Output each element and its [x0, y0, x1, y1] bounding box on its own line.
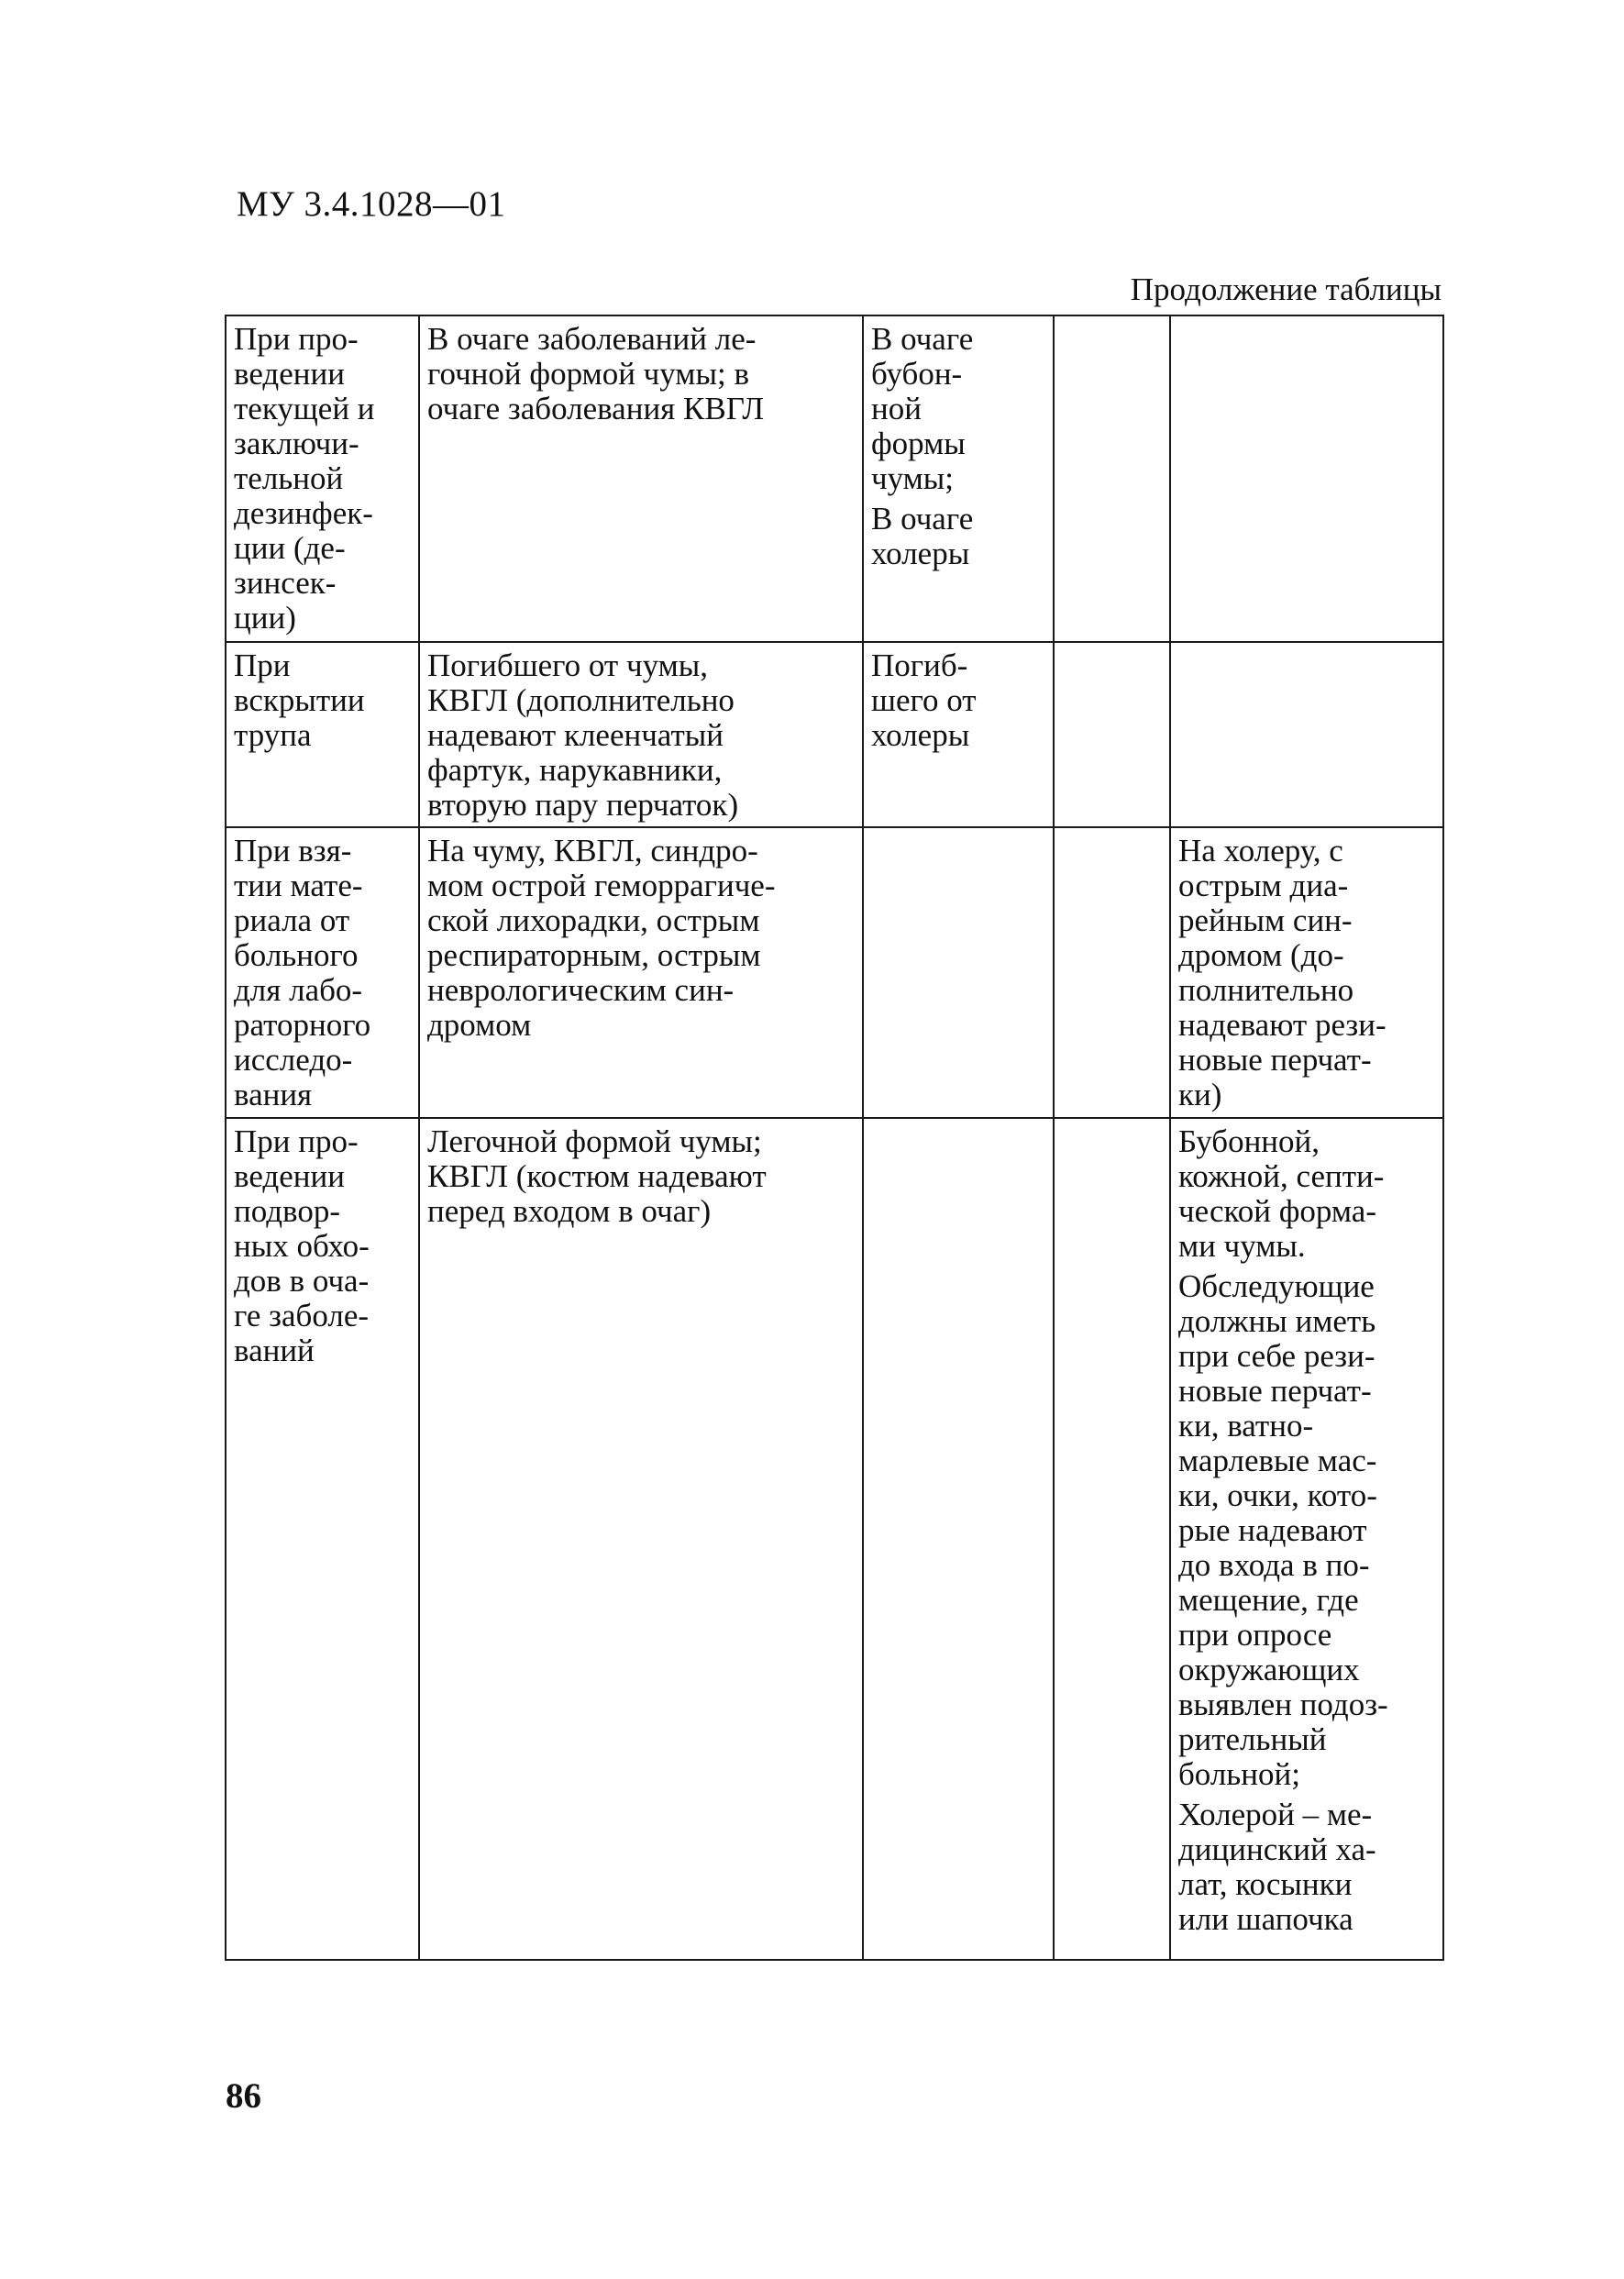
protection-table [225, 315, 1444, 1961]
cell-text [234, 648, 411, 753]
cell-line: На чуму, КВГЛ, синдро- [427, 833, 758, 868]
cell-line: холеры [871, 717, 970, 753]
cell-line: больного [234, 937, 359, 973]
cell-line: лат, косынки [1178, 1866, 1353, 1902]
cell-line: неврологическим син- [427, 972, 735, 1008]
cell-line: Легочной формой чумы; [427, 1123, 762, 1159]
cell-line: при себе рези- [1178, 1338, 1375, 1374]
table-cell-type-3 [1054, 827, 1170, 1118]
table-row [226, 642, 1443, 827]
cell-text [427, 648, 855, 823]
cell-line: ведении [234, 1158, 345, 1194]
cell-text [1178, 1798, 1435, 1937]
cell-text [871, 322, 1045, 496]
table-cell-type-2 [863, 315, 1054, 642]
cell-line: ге заболе- [234, 1298, 370, 1333]
cell-text [871, 648, 1045, 753]
cell-text [234, 1124, 411, 1368]
cell-text [234, 834, 411, 1112]
cell-line: шего от [871, 682, 977, 718]
cell-line: надевают клеенчатый [427, 717, 724, 753]
cell-line: В очаге [871, 501, 974, 537]
table-cell-type-3 [1054, 315, 1170, 642]
cell-line: тельной [234, 460, 344, 496]
cell-line: для лабо- [234, 972, 363, 1008]
cell-text [427, 1124, 855, 1229]
cell-line: полнительно [1178, 972, 1354, 1008]
document-code: МУ 3.4.1028—01 [237, 184, 506, 224]
table-cell-type-4 [1170, 827, 1443, 1118]
table-cell-situation [226, 315, 419, 642]
cell-line: ных обхо- [234, 1228, 370, 1264]
cell-line: или шапочка [1178, 1901, 1353, 1937]
table-cell-type-3 [1054, 1118, 1170, 1960]
cell-line: мещение, где [1178, 1582, 1359, 1618]
table-cell-type-2 [863, 642, 1054, 827]
cell-line: текущей и [234, 391, 375, 426]
cell-line: должны иметь [1178, 1303, 1376, 1339]
table-cell-type-1 [419, 315, 863, 642]
cell-line: острым диа- [1178, 868, 1349, 903]
cell-line: ции) [234, 600, 296, 636]
cell-line: дромом [427, 1007, 532, 1043]
cell-line: фартук, нарукавники, [427, 752, 723, 788]
cell-line: При про- [234, 1123, 359, 1159]
cell-line: при опросе [1178, 1617, 1332, 1653]
table-cell-situation [226, 642, 419, 827]
cell-line: ки) [1178, 1077, 1222, 1112]
cell-text [1178, 1124, 1435, 1264]
cell-line: дов в оча- [234, 1263, 370, 1299]
table-cell-type-2 [863, 827, 1054, 1118]
table-cell-type-4 [1170, 642, 1443, 827]
cell-line: Погиб- [871, 647, 968, 683]
cell-line: марлевые мас- [1178, 1443, 1377, 1478]
cell-line: кожной, септи- [1178, 1158, 1385, 1194]
cell-line: дезинфек- [234, 495, 373, 531]
cell-line: дицинский ха- [1178, 1831, 1376, 1867]
cell-line: подвор- [234, 1193, 340, 1229]
table-cell-type-4 [1170, 315, 1443, 642]
cell-text [1178, 834, 1435, 1112]
cell-line: В очаге заболеваний ле- [427, 321, 757, 357]
cell-line: зинсек- [234, 565, 337, 601]
cell-line: ции (де- [234, 530, 346, 566]
table-cell-situation [226, 827, 419, 1118]
cell-text [1178, 1269, 1435, 1792]
cell-line: трупа [234, 717, 312, 753]
table-row [226, 827, 1443, 1118]
cell-line: На холеру, с [1178, 833, 1343, 868]
cell-line: надевают рези- [1178, 1007, 1386, 1043]
cell-line: риала от [234, 902, 350, 938]
cell-line: перед входом в очаг) [427, 1193, 712, 1229]
cell-line: раторного [234, 1007, 371, 1043]
cell-line: КВГЛ (костюм надевают [427, 1158, 767, 1194]
cell-text [871, 502, 1045, 571]
cell-line: до входа в по- [1178, 1547, 1370, 1583]
table-row [226, 1118, 1443, 1960]
table-cell-type-1 [419, 827, 863, 1118]
cell-line: больной; [1178, 1756, 1300, 1792]
cell-line: ведении [234, 356, 345, 392]
table-row [226, 315, 1443, 642]
cell-text [427, 322, 855, 426]
table-cell-type-4 [1170, 1118, 1443, 1960]
cell-line: Обследующие [1178, 1268, 1375, 1304]
table-cell-situation [226, 1118, 419, 1960]
cell-line: окружающих [1178, 1652, 1360, 1687]
cell-line: вторую пару перчаток) [427, 787, 739, 823]
cell-line: тии мате- [234, 868, 363, 903]
cell-line: ки, ватно- [1178, 1408, 1314, 1444]
cell-line: При про- [234, 321, 359, 357]
cell-line: ной [871, 391, 922, 426]
cell-line: Погибшего от чумы, [427, 647, 709, 683]
cell-text [427, 834, 855, 1043]
cell-line: чумы; [871, 460, 955, 496]
cell-line: Бубонной, [1178, 1123, 1320, 1159]
cell-line: ческой форма- [1178, 1193, 1376, 1229]
cell-line: исследо- [234, 1042, 353, 1078]
cell-line: При взя- [234, 833, 352, 868]
table-cell-type-3 [1054, 642, 1170, 827]
cell-line: ваний [234, 1333, 315, 1368]
cell-line: дромом (до- [1178, 937, 1344, 973]
cell-line: рейным син- [1178, 902, 1353, 938]
cell-line: новые перчат- [1178, 1042, 1372, 1078]
cell-line: заключи- [234, 426, 359, 461]
cell-line: ской лихорадки, острым [427, 902, 760, 938]
cell-line: рительный [1178, 1721, 1327, 1757]
cell-line: холеры [871, 536, 970, 571]
page-number: 86 [226, 2076, 261, 2116]
cell-line: ки, очки, кото- [1178, 1477, 1377, 1513]
cell-line: новые перчат- [1178, 1373, 1372, 1409]
cell-line: бубон- [871, 356, 963, 392]
table-cell-type-1 [419, 1118, 863, 1960]
table-cell-type-1 [419, 642, 863, 827]
cell-line: вскрытии [234, 682, 365, 718]
cell-line: мом острой геморрагиче- [427, 868, 776, 903]
cell-line: выявлен подоз- [1178, 1687, 1388, 1722]
cell-line: В очаге [871, 321, 974, 357]
cell-line: КВГЛ (дополнительно [427, 682, 735, 718]
cell-line: формы [871, 426, 966, 461]
table-continuation-label: Продолжение таблицы [1130, 271, 1442, 307]
cell-line: ми чумы. [1178, 1228, 1306, 1264]
cell-line: вания [234, 1077, 313, 1112]
table-cell-type-2 [863, 1118, 1054, 1960]
cell-line: респираторным, острым [427, 937, 761, 973]
cell-line: гочной формой чумы; в [427, 356, 749, 392]
cell-line: Холерой – ме- [1178, 1797, 1373, 1832]
cell-line: очаге заболевания КВГЛ [427, 391, 765, 426]
cell-text [234, 322, 411, 636]
cell-line: рые надевают [1178, 1512, 1367, 1548]
cell-line: При [234, 647, 291, 683]
